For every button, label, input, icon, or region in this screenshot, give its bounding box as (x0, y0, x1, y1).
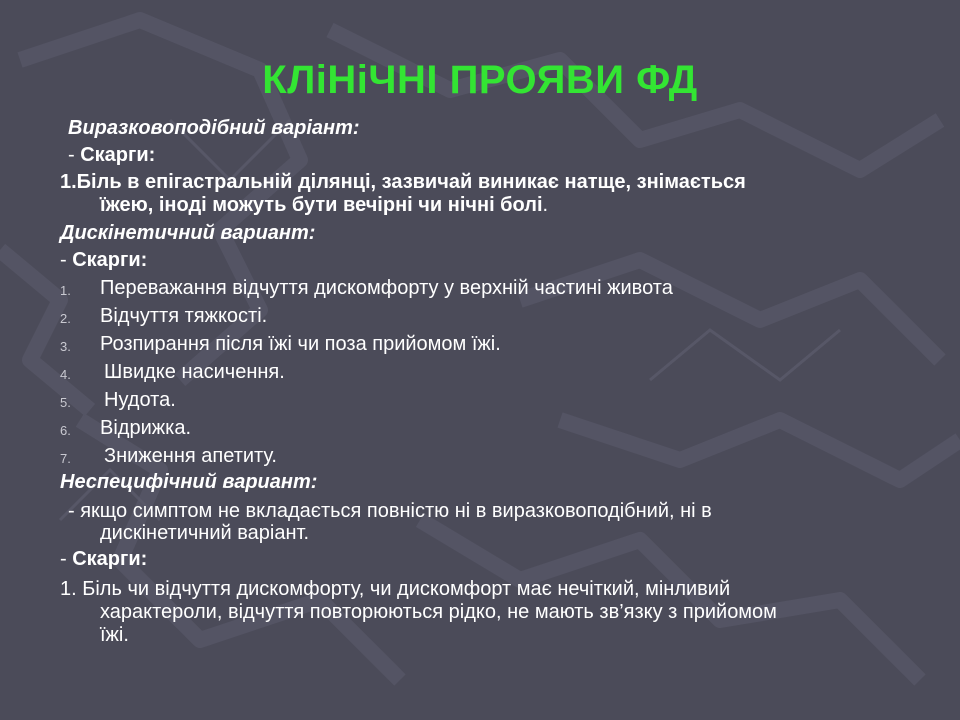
ulcer-like-item-1: 1.Біль в епігастральній ділянці, зазвичай виникає натще, знімається (60, 171, 746, 193)
list-item-number: 5. (60, 395, 71, 410)
ulcer-like-item-1-period: . (542, 194, 549, 216)
list-item-text: Нудота. (104, 389, 176, 411)
list-item-text: Зниження апетиту. (104, 445, 277, 467)
ulcer-like-variant-heading: Виразковоподібний варіант: (68, 117, 360, 139)
list-item-text: Відрижка. (100, 417, 191, 439)
list-item-number: 2. (60, 311, 71, 326)
complaints-text-1: Скарги: (80, 144, 156, 166)
nonspecific-item-1: 1. Біль чи відчуття дискомфорту, чи дискомфорт має нечіткий, мінливий (60, 578, 731, 600)
slide-title: КЛіНіЧНІ ПРОЯВИ ФД (262, 58, 698, 102)
list-item-number: 1. (60, 283, 71, 298)
list-item-number: 4. (60, 367, 71, 382)
nonspecific-item-1-continuation-2: їжі. (100, 624, 129, 646)
nonspecific-description-line-2: дискінетичний варіант. (100, 522, 309, 544)
complaints-text-3: Скарги: (72, 548, 148, 570)
nonspecific-variant-heading: Неспецифічний вариант: (60, 471, 318, 493)
list-item-text: Розпирання після їжі чи поза прийомом їжі. (100, 333, 501, 355)
complaints-dash-2: - (60, 249, 73, 271)
list-item-number: 7. (60, 451, 71, 466)
list-item-text: Відчуття тяжкості. (100, 305, 268, 327)
complaints-text-2: Скарги: (72, 249, 148, 271)
complaints-label-2 (60, 249, 147, 272)
complaints-dash-3: - (60, 548, 73, 570)
dyskinetic-variant-heading: Дискінетичний вариант: (60, 222, 316, 244)
nonspecific-description-line-1: - якщо симптом не вкладається повністю ні в виразковоподібний, ні в (68, 500, 712, 522)
list-item-number: 3. (60, 339, 71, 354)
complaints-dash-1: - (68, 144, 81, 166)
list-item-text: Переважання відчуття дискомфорту у верхній частині живота (100, 277, 673, 299)
complaints-label-3 (60, 548, 147, 571)
nonspecific-item-1-continuation-1: характероли, відчуття повторюються рідко, не мають зв’язку з прийомом (100, 601, 777, 623)
ulcer-like-item-1-cont-text: їжею, іноді можуть бути вечірні чи нічні болі (100, 194, 543, 216)
list-item-text: Швидке насичення. (104, 361, 285, 383)
list-item-number: 6. (60, 423, 71, 438)
complaints-label-1 (68, 144, 155, 167)
ulcer-like-item-1-continuation (100, 194, 548, 217)
